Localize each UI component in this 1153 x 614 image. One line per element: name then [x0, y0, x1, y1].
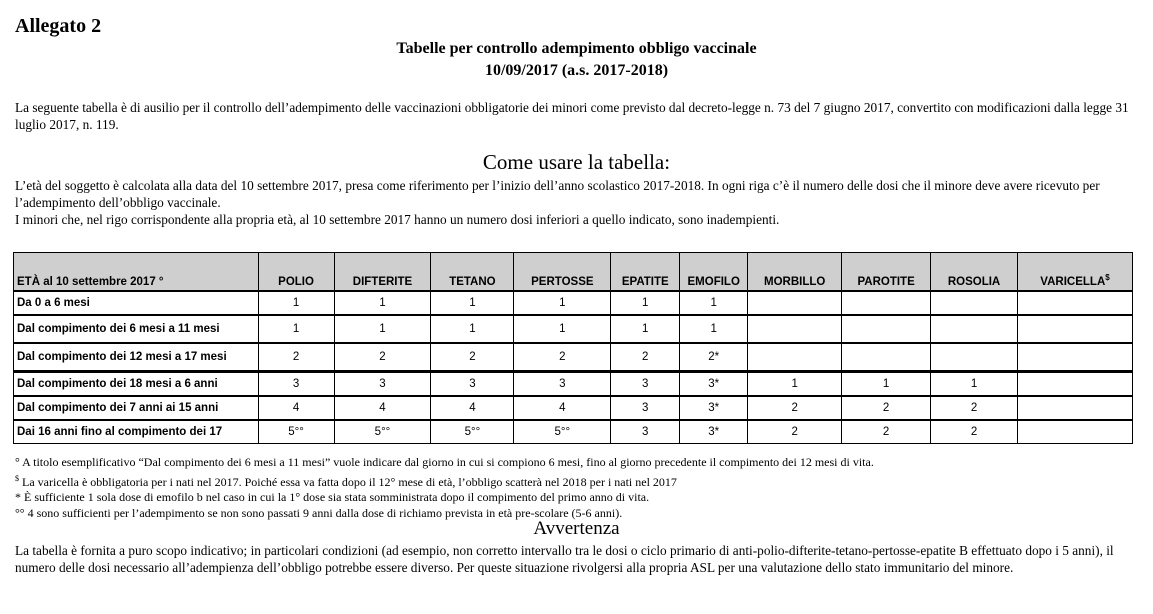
cell-difterite: 5°°: [334, 420, 431, 444]
cell-parotite: [842, 291, 931, 315]
cell-rosolia: [931, 315, 1018, 343]
cell-polio: 1: [258, 291, 334, 315]
cell-emofilo: 1: [680, 315, 748, 343]
table-row: [14, 315, 1133, 343]
header-age: ETÀ al 10 settembre 2017 °: [14, 253, 259, 292]
footnote-age: ° A titolo esemplificativo “Dal compimento dei 6 mesi a 11 mesi” vuole indicare dal giorno in cui si compiono 6 mesi, fino al giorno precedente il compimento dei 12 mesi di vita.: [15, 455, 874, 469]
cell-difterite: 2: [334, 343, 431, 372]
cell-epatite: 2: [611, 343, 680, 372]
warning-text: La tabella è fornita a puro scopo indicativo; in particolari condizioni (ad esempio, non corretto intervallo tra le dosi o ciclo primario di anti-polio-difterite-tetano-pertosse-epatite B effettuato dopo i 5 anni), il numero delle dosi necessario all’adempienza dell’obbligo potrebbe essere diverso. Per queste situazione rivolgersi alla propria ASL per una valutazione dello stato immunitario del minore.: [15, 543, 1114, 575]
row-age: Da 0 a 6 mesi: [14, 291, 259, 315]
cell-pertosse: 2: [514, 343, 611, 372]
cell-varicella: [1018, 343, 1133, 372]
cell-varicella: [1018, 315, 1133, 343]
header-polio: POLIO: [258, 253, 334, 292]
header-morbillo: MORBILLO: [748, 253, 842, 292]
cell-polio: 3: [258, 372, 334, 397]
cell-morbillo: 2: [748, 420, 842, 444]
cell-difterite: 3: [334, 372, 431, 397]
row-age: Dal compimento dei 18 mesi a 6 anni: [14, 372, 259, 397]
cell-tetano: 1: [431, 315, 514, 343]
cell-varicella: [1018, 420, 1133, 444]
header-tetano: TETANO: [431, 253, 514, 292]
cell-epatite: 3: [611, 396, 680, 420]
cell-parotite: [842, 315, 931, 343]
cell-epatite: 3: [611, 372, 680, 397]
cell-difterite: 1: [334, 291, 431, 315]
row-age: Dal compimento dei 12 mesi a 17 mesi: [14, 343, 259, 372]
cell-emofilo: 3*: [680, 372, 748, 397]
cell-emofilo: 3*: [680, 396, 748, 420]
cell-polio: 2: [258, 343, 334, 372]
cell-morbillo: 1: [748, 372, 842, 397]
cell-emofilo: 3*: [680, 420, 748, 444]
footnote-double-degree: °° 4 sono sufficienti per l’adempimento se non sono passati 9 anni dalla dose di richiamo prevista in età pre-scolare (5-6 anni).: [15, 505, 623, 520]
table-row: [14, 343, 1133, 372]
cell-parotite: 1: [842, 372, 931, 397]
cell-tetano: 2: [431, 343, 514, 372]
cell-rosolia: 2: [931, 396, 1018, 420]
cell-epatite: 1: [611, 315, 680, 343]
cell-difterite: 4: [334, 396, 431, 420]
table-row: [14, 372, 1133, 397]
cell-pertosse: 1: [514, 315, 611, 343]
cell-polio: 1: [258, 315, 334, 343]
header-rosolia: ROSOLIA: [931, 253, 1018, 292]
how-to-text: [15, 177, 1140, 228]
cell-tetano: 1: [431, 291, 514, 315]
warning-heading: Avvertenza: [533, 518, 620, 539]
footnote-emofilo: * È sufficiente 1 sola dose di emofilo b nel caso in cui la 1° dose sia stata somministrata dopo il compimento del primo anno di vita.: [15, 490, 650, 504]
cell-varicella: [1018, 372, 1133, 397]
how-to-heading: Come usare la tabella:: [482, 150, 671, 174]
table-row: [14, 420, 1133, 444]
intro-paragraph: La seguente tabella è di ausilio per il controllo dell’adempimento delle vaccinazioni obbligatorie dei minori come previsto dal decreto-legge n. 73 del 7 giugno 2017, convertito con modificazioni dalla legge 31 luglio 2017, n. 119.: [15, 100, 1129, 132]
cell-parotite: 2: [842, 420, 931, 444]
header-emofilo: EMOFILO: [680, 253, 748, 292]
cell-emofilo: 1: [680, 291, 748, 315]
cell-pertosse: 5°°: [514, 420, 611, 444]
header-parotite: PAROTITE: [842, 253, 931, 292]
cell-rosolia: 2: [931, 420, 1018, 444]
cell-pertosse: 4: [514, 396, 611, 420]
cell-morbillo: [748, 291, 842, 315]
vaccination-table: [13, 252, 1133, 444]
cell-polio: 4: [258, 396, 334, 420]
annex-label: Allegato 2: [15, 15, 102, 37]
table-header-row: [14, 253, 1133, 292]
cell-morbillo: [748, 315, 842, 343]
table-row: [14, 291, 1133, 315]
cell-parotite: [842, 343, 931, 372]
cell-pertosse: 3: [514, 372, 611, 397]
cell-varicella: [1018, 291, 1133, 315]
cell-epatite: 1: [611, 291, 680, 315]
footnote-varicella-mark: $: [15, 473, 19, 483]
cell-tetano: 3: [431, 372, 514, 397]
header-pertosse: PERTOSSE: [514, 253, 611, 292]
table-row: [14, 396, 1133, 420]
how-to-line-2: I minori che, nel rigo corrispondente alla propria età, al 10 settembre 2017 hanno un numero dosi inferiori a quello indicato, sono inadempienti.: [15, 212, 780, 227]
how-to-line-1: L’età del soggetto è calcolata alla data del 10 settembre 2017, presa come riferimento per l’inizio dell’anno scolastico 2017-2018. In ogni riga c’è il numero delle dosi che il minore deve avere ricevuto per l’adempimento dell’obbligo vaccinale.: [15, 178, 1100, 210]
footnotes: [15, 455, 1140, 521]
cell-tetano: 4: [431, 396, 514, 420]
document-subtitle-date: 10/09/2017 (a.s. 2017-2018): [484, 62, 669, 79]
header-varicella-label: VARICELLA: [1040, 276, 1106, 288]
cell-morbillo: [748, 343, 842, 372]
cell-varicella: [1018, 396, 1133, 420]
cell-difterite: 1: [334, 315, 431, 343]
cell-rosolia: [931, 343, 1018, 372]
cell-tetano: 5°°: [431, 420, 514, 444]
cell-epatite: 3: [611, 420, 680, 444]
cell-morbillo: 2: [748, 396, 842, 420]
row-age: Dal compimento dei 6 mesi a 11 mesi: [14, 315, 259, 343]
cell-parotite: 2: [842, 396, 931, 420]
header-varicella: [1018, 253, 1133, 292]
cell-emofilo: 2*: [680, 343, 748, 372]
cell-polio: 5°°: [258, 420, 334, 444]
cell-rosolia: 1: [931, 372, 1018, 397]
row-age: Dai 16 anni fino al compimento dei 17: [14, 420, 259, 444]
footnote-varicella: [15, 471, 1140, 491]
row-age: Dal compimento dei 7 anni ai 15 anni: [14, 396, 259, 420]
varicella-footnote-mark: $: [1105, 273, 1110, 283]
document-title: Tabelle per controllo adempimento obbligo vaccinale: [396, 40, 757, 57]
header-epatite: EPATITE: [611, 253, 680, 292]
cell-rosolia: [931, 291, 1018, 315]
header-difterite: DIFTERITE: [334, 253, 431, 292]
footnote-varicella-text: La varicella è obbligatoria per i nati nel 2017. Poiché essa va fatta dopo il 12° mese di età, l’obbligo scatterà nel 2018 per i nati nel 2017: [19, 474, 677, 489]
cell-pertosse: 1: [514, 291, 611, 315]
